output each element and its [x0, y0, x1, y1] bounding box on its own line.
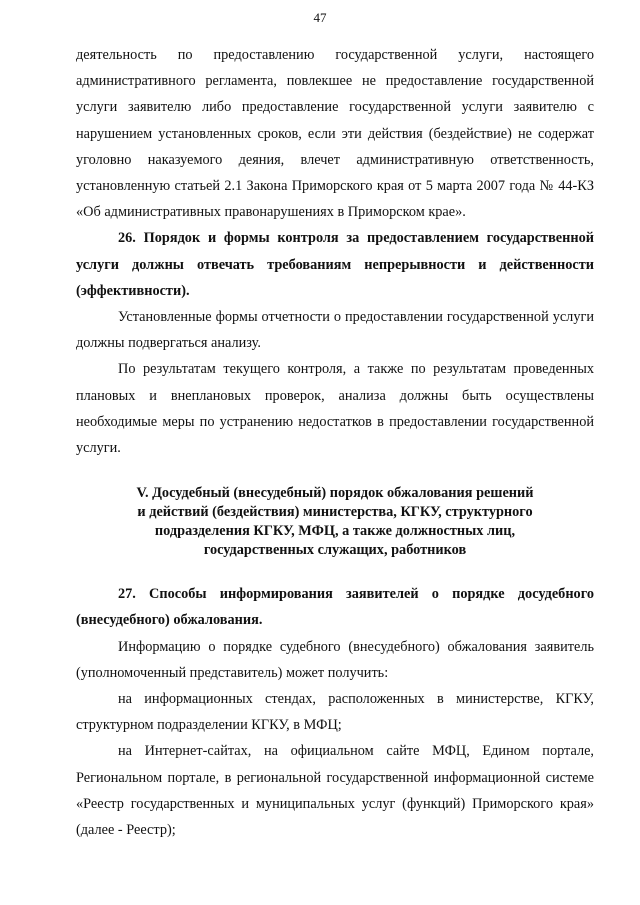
document-body	[76, 42, 594, 843]
section-heading-line: государственных служащих, работников	[203, 542, 467, 559]
section-heading-line: и действий (бездействия) министерства, КГКУ, структурного	[137, 504, 533, 521]
section-v-heading	[76, 484, 594, 560]
paragraph-control-results: По результатам текущего контроля, а также по результатам проведенных плановых и внеплановых проверок, анализа должны быть осуществлены необходимые меры по устранению недостатков в предоставлении государственной услуги.	[76, 361, 594, 457]
page-number: 47	[313, 10, 327, 25]
section-heading-line: подразделения КГКУ, МФЦ, а также должностных лиц,	[154, 523, 516, 540]
paragraph-info-stands: на информационных стендах, расположенных в министерстве, КГКУ, структурном подразделении КГКУ, в МФЦ;	[76, 691, 594, 734]
paragraph-internet-sites: на Интернет-сайтах, на официальном сайте МФЦ, Едином портале, Региональном портале, в региональной государственной информационной системе «Реестр государственных и муниципальных услуг (функций) Приморского края» (далее - Реестр);	[76, 743, 594, 839]
paragraph-appeal-info: Информацию о порядке судебного (внесудебного) обжалования заявитель (уполномоченный представитель) может получить:	[76, 638, 594, 681]
paragraph-liability: деятельность по предоставлению государственной услуги, настоящего административного регламента, повлекшее не предоставление государственной услуги заявителю либо предоставление государственной услуги заявителю с нарушением установленных сроков, если эти действия (бездействие) не содержат уголовно наказуемого деяния, влечет административную ответственность, установленную статьей 2.1 Закона Приморского края от 5 марта 2007 года № 44-КЗ «Об административных правонарушениях в Приморском крае».	[76, 47, 594, 221]
clause-26-heading: 26. Порядок и формы контроля за предоставлением государственной услуги должны отвечать требованиям непрерывности и действенности (эффективности).	[76, 230, 594, 299]
paragraph-reporting-forms: Установленные формы отчетности о предоставлении государственной услуги должны подвергаться анализу.	[76, 309, 594, 352]
clause-27-heading: 27. Способы информирования заявителей о порядке досудебного (внесудебного) обжалования.	[76, 586, 594, 629]
section-heading-line: V. Досудебный (внесудебный) порядок обжалования решений	[136, 485, 534, 502]
